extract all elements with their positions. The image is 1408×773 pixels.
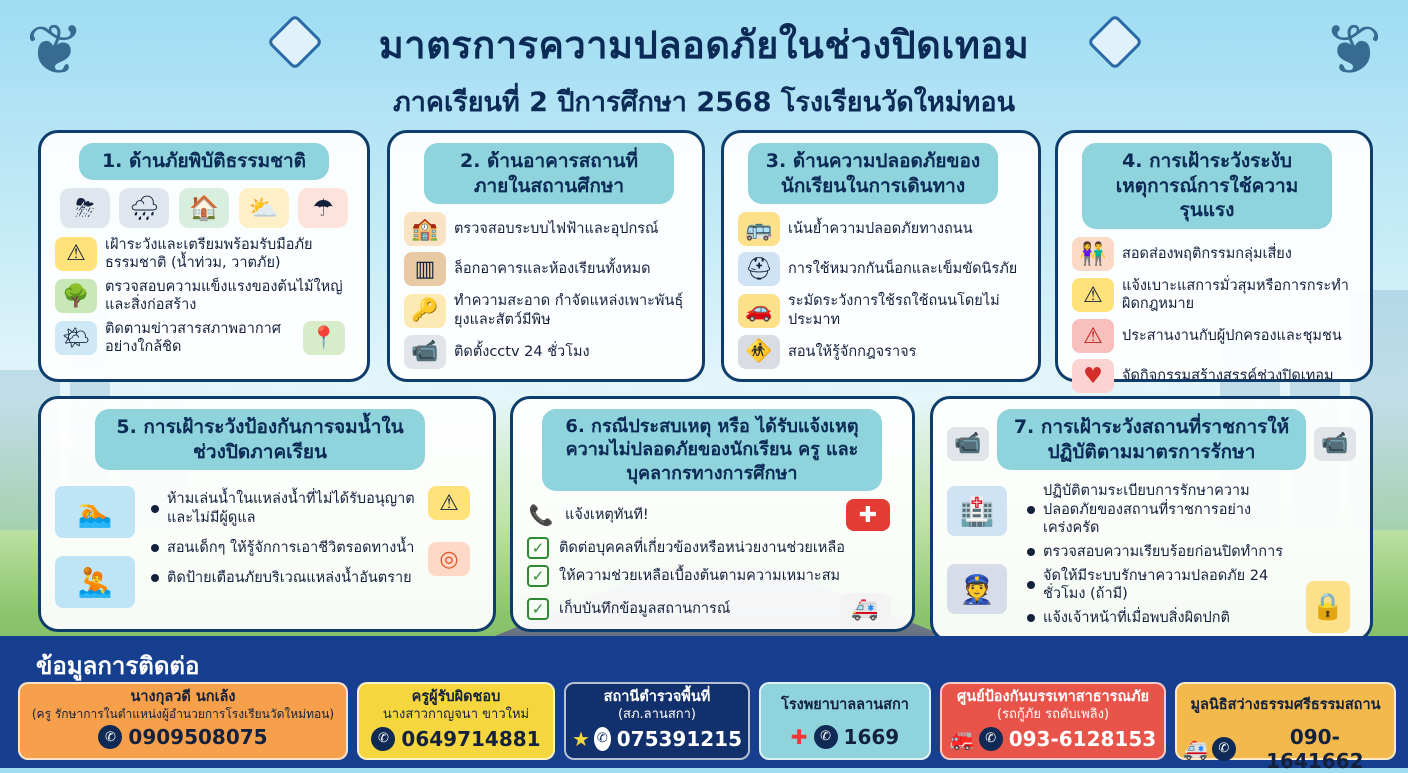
checkbox-icon: ✓: [527, 598, 549, 620]
security-guard-icon: 👮: [947, 564, 1007, 614]
list-item: 🚌 เน้นย้ำความปลอดภัยทางถนน: [738, 212, 1024, 246]
warning-sign-icon: ⚠: [428, 486, 470, 520]
list-item: ✓ ติดต่อบุคคลที่เกี่ยวข้องหรือหน่วยงานช่วยเหลือ: [527, 537, 898, 559]
sun-cloud-icon: ⛅: [239, 188, 289, 228]
warning-icon: ⚠: [55, 237, 97, 271]
red-cross-icon: ✚: [790, 724, 808, 749]
phone-icon: ✆: [98, 725, 122, 749]
list-item: ปฏิบัติตามระเบียบการรักษาความปลอดภัยของสถานที่ราชการอย่างเคร่งครัด: [1027, 482, 1300, 536]
school-bus-icon: 🚌: [738, 212, 780, 246]
card-title: 6. กรณีประสบเหตุ หรือ ได้รับแจ้งเหตุความไม่ปลอดภัยของนักเรียน ครู และบุคลากรทางการศึกษา: [542, 409, 882, 491]
car-icon: 🚗: [738, 294, 780, 328]
card-title: 4. การเฝ้าระวังระงับเหตุการณ์การใช้ความรุนแรง: [1082, 143, 1332, 229]
contact-card-police: สถานีตำรวจพื้นที่ (สภ.ลานสกา) ★ ✆ 075391215: [564, 682, 750, 760]
page-subtitle: ภาคเรียนที่ 2 ปีการศึกษา 2568 โรงเรียนวัดใหม่ทอน: [392, 87, 1016, 118]
storm-cloud-icon: ⛈: [60, 188, 110, 228]
page-title: มาตรการความปลอดภัยในช่วงปิดเทอม: [378, 23, 1030, 67]
card-incident-response: [510, 396, 915, 632]
helmet-icon: ⛑: [738, 252, 780, 286]
list-item: ห้ามเล่นน้ำในแหล่งน้ำที่ไม่ได้รับอนุญาต และไม่มีผู้ดูแล: [151, 490, 419, 526]
list-item: ⚠ เฝ้าระวังและเตรียมพร้อมรับมือภัยธรรมชาติ (น้ำท่วม, วาตภัย): [55, 236, 353, 272]
checkbox-icon: ✓: [527, 565, 549, 587]
contact-card-teacher: ครูผู้รับผิดชอบ นางสาวกาญจนา ขาวใหม่ ✆ 0649714881: [357, 682, 555, 760]
weather-news-icon: 🌤: [55, 321, 97, 355]
contact-section-label: ข้อมูลการติดต่อ: [14, 640, 227, 689]
alert-icon: ⚠: [1072, 319, 1114, 353]
cctv-icon: 📹: [947, 427, 989, 461]
list-item: ⚠ ประสานงานกับผู้ปกครองและชุมชน: [1072, 319, 1356, 353]
card-travel-safety: [721, 130, 1041, 382]
card-title: 1. ด้านภัยพิบัติธรรมชาติ: [79, 143, 329, 180]
cctv-icon: 📹: [1314, 427, 1356, 461]
list-item: 🌳 ตรวจสอบความแข็งแรงของต้นไม้ใหญ่และสิ่งก่อสร้าง: [55, 278, 353, 314]
swimming-kids-icon: 🏊: [55, 486, 135, 538]
corner-ornament-icon: ❦: [25, 9, 85, 91]
ambulance-icon: 🚑: [840, 593, 890, 625]
life-ring-icon: ◎: [428, 542, 470, 576]
map-pin-icon: 📍: [303, 321, 345, 355]
list-item: แจ้งเจ้าหน้าที่เมื่อพบสิ่งผิดปกติ: [1027, 609, 1300, 627]
fire-truck-icon: 🚒: [949, 726, 975, 751]
list-item: 📹 ติดตั้งcctv 24 ชั่วโมง: [404, 335, 688, 369]
phone-number[interactable]: 🚒 ✆ 093-6128153: [949, 726, 1157, 751]
phone-number[interactable]: ★ ✆ 075391215: [572, 726, 742, 751]
list-item: 🌤 ติดตามข่าวสารสภาพอากาศอย่างใกล้ชิด 📍: [55, 320, 353, 356]
first-aid-kit-icon: ✚: [846, 499, 890, 531]
contact-card-disaster-center: ศูนย์ป้องกันบรรเทาสาธารณภัย (รถกู้ภัย รถดับเพลิง) 🚒 ✆ 093-6128153: [940, 682, 1166, 760]
list-item: ⛑ การใช้หมวกกันน็อกและเข็มขัดนิรภัย: [738, 252, 1024, 286]
phone-number[interactable]: ✆ 0649714881: [365, 727, 547, 751]
card-violence-prevention: [1055, 130, 1373, 389]
contact-card-principal: นางกุลวดี นกเล้ง (ครู รักษาการในตำแหน่งผู้อำนวยการโรงเรียนวัดใหม่ทอน) ✆ 0909508075: [18, 682, 348, 760]
card-title: 3. ด้านความปลอดภัยของนักเรียนในการเดินทาง: [748, 143, 998, 204]
list-item: จัดให้มีระบบรักษาความปลอดภัย 24 ชั่วโมง (ถ้ามี): [1027, 567, 1300, 603]
phone-number[interactable]: ✚ ✆ 1669: [790, 724, 900, 749]
phone-icon: ✆: [371, 727, 395, 751]
phone-icon: ✆: [979, 727, 1003, 751]
checkbox-icon: ✓: [527, 537, 549, 559]
phone-icon: ✆: [1212, 737, 1236, 761]
list-item: 🚗 ระมัดระวังการใช้รถใช้ถนนโดยไม่ประมาท: [738, 292, 1024, 328]
card-title: 2. ด้านอาคารสถานที่ภายในสถานศึกษา: [424, 143, 674, 204]
list-item: 🚸 สอนให้รู้จักกฎจราจร: [738, 335, 1024, 369]
contact-card-hospital: โรงพยาบาลลานสกา ✚ ✆ 1669: [759, 682, 931, 760]
children-icon: 👫: [1072, 237, 1114, 271]
list-item: ⚠ แจ้งเบาะแสการมั่วสุมหรือการกระทำผิดกฎหมาย: [1072, 277, 1356, 313]
ambulance-icon: 🚑: [1183, 736, 1208, 761]
card-drowning-prevention: [38, 396, 496, 632]
list-item: ✓ เก็บบันทึกข้อมูลสถานการณ์ 🚑: [527, 593, 898, 625]
list-item: ✓ ให้ความช่วยเหลือเบื้องต้นตามความเหมาะสม: [527, 565, 898, 587]
card-school-premises: [387, 130, 705, 382]
weather-icon-row: [55, 188, 353, 228]
phone-icon: ✆: [594, 727, 611, 751]
tree-icon: 🌳: [55, 279, 97, 313]
key-icon: 🔑: [404, 294, 446, 328]
flood-house-icon: 🏠: [179, 188, 229, 228]
umbrella-icon: ☂: [298, 188, 348, 228]
rain-cloud-icon: 🌧: [119, 188, 169, 228]
card-title: 5. การเฝ้าระวังป้องกันการจมน้ำในช่วงปิดภาคเรียน: [95, 409, 425, 470]
phone-icon: 📞: [528, 503, 554, 528]
heart-hands-icon: ♥: [1072, 359, 1114, 393]
corner-ornament-icon: ❦: [1323, 9, 1383, 91]
list-item: ▥ ล็อกอาคารและห้องเรียนทั้งหมด: [404, 252, 688, 286]
phone-number[interactable]: ✆ 0909508075: [26, 725, 340, 749]
card-natural-disaster: [38, 130, 370, 382]
list-item: ♥ จัดกิจกรรมสร้างสรรค์ช่วงปิดเทอม: [1072, 359, 1356, 393]
list-item: 🔑 ทำความสะอาด กำจัดแหล่งเพาะพันธุ์ยุงและสัตว์มีพิษ: [404, 292, 688, 328]
police-badge-icon: ★: [572, 726, 590, 751]
list-item: 📞 แจ้งเหตุทันที! ✚: [527, 499, 898, 531]
list-item: 🏫 ตรวจสอบระบบไฟฟ้าและอุปกรณ์: [404, 212, 688, 246]
cctv-icon: 📹: [404, 335, 446, 369]
phone-number[interactable]: 🚑 ✆ 090-1641662: [1183, 724, 1364, 773]
drowning-rescue-icon: 🤽: [55, 556, 135, 608]
list-item: สอนเด็กๆ ให้รู้จักการเอาชีวิตรอดทางน้ำ: [151, 539, 419, 557]
list-item: ติดป้ายเตือนภัยบริเวณแหล่งน้ำอันตราย: [151, 569, 419, 587]
card-government-premises: [930, 396, 1373, 642]
padlock-icon: 🔒: [1306, 581, 1350, 633]
card-title: 7. การเฝ้าระวังสถานที่ราชการให้ปฏิบัติตามมาตรการรักษา: [997, 409, 1306, 470]
fence-icon: ▥: [404, 252, 446, 286]
phone-icon: ✆: [814, 725, 838, 749]
school-building-icon: 🏫: [404, 212, 446, 246]
warning-icon: ⚠: [1072, 278, 1114, 312]
contact-card-foundation: มูลนิธิสว่างธรรมศรีธรรมสถาน 🚑 ✆ 090-1641662: [1175, 682, 1396, 760]
list-item: 👫 สอดส่องพฤติกรรมกลุ่มเสี่ยง: [1072, 237, 1356, 271]
list-item: ตรวจสอบความเรียบร้อยก่อนปิดทำการ: [1027, 543, 1300, 561]
hospital-building-icon: 🏥: [947, 486, 1007, 536]
crosswalk-icon: 🚸: [738, 335, 780, 369]
